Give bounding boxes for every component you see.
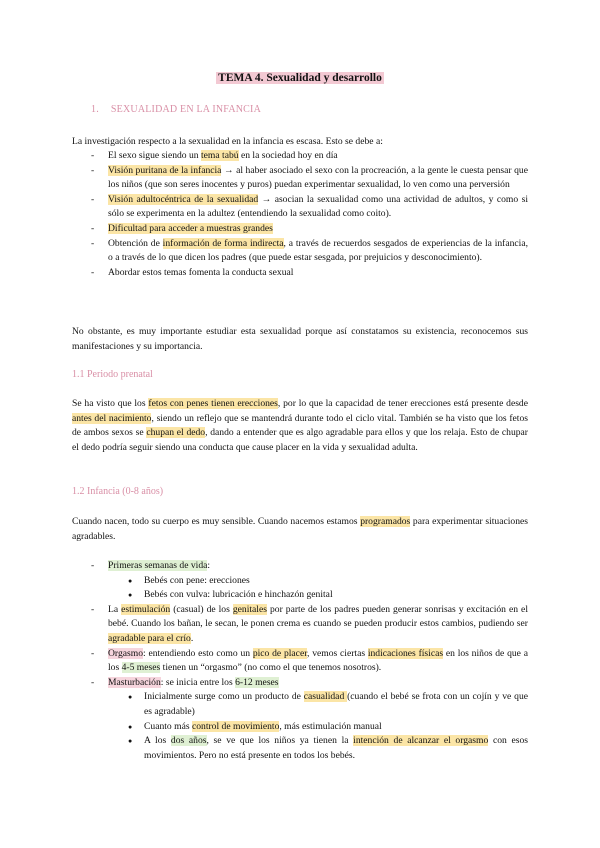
sub-list-item: ● Bebés con vulva: lubricación e hinchazón genital [108, 588, 528, 603]
list-item: - Obtención de información de forma indirecta, a través de recuerdos sesgados de experiencias de la infancia, o a través de lo que dicen los padres (que puede estar sesgada, por prejuicios y desconocimiento). [72, 237, 528, 266]
list-item: - La estimulación (casual) de los genitales por parte de los padres pueden generar sonrisas y excitación en el bebé. Cuando los bañan, le secan, le ponen crema es cuando se pueden producir estos cambios, pudiendo ser agradable para el crío. [72, 603, 528, 647]
prenatal-paragraph: Se ha visto que los fetos con penes tienen erecciones, por lo que la capacidad de tener erecciones está presente desde antes del nacimiento, siendo un reflejo que se mantendrá durante todo el ciclo vital. También se ha visto que los fetos de ambos sexos se chupan el dedo, dando a entender que es algo agradable para ellos y que los relaja. Esto de chupar el dedo podría seguir siendo una conducta que cause placer en la vida y sexualidad adulta. [72, 398, 529, 453]
section-heading-1-1: 1.1 Periodo prenatal [72, 369, 153, 380]
list-item: - Abordar estos temas fomenta la conducta sexual [72, 266, 528, 281]
sub-list-item: ● Cuanto más control de movimiento, más estimulación manual [108, 720, 528, 735]
list-item: - Visión adultocéntrica de la sexualidad → asocian la sexualidad como una actividad de adultos, y como si sólo se experimenta en la adultez (entendiendo la sexualidad como coito). [72, 193, 528, 222]
reasons-list [72, 149, 528, 280]
section-heading-1-2: 1.2 Infancia (0-8 años) [72, 486, 164, 497]
list-item: - Primeras semanas de vida: ● Bebés con pene: erecciones ● Bebés con vulva: lubricación e hinchazón genital [72, 559, 528, 603]
list-item: - Dificultad para acceder a muestras grandes [72, 222, 528, 237]
infancy-list [72, 559, 528, 763]
list-item: - El sexo sigue siendo un tema tabú en la sociedad hoy en día [72, 149, 528, 164]
list-item: - Orgasmo: entendiendo esto como un pico de placer, vemos ciertas indicaciones físicas en los niños de que a los 4-5 meses tienen un “orgasmo” (no como el que tenemos nosotros). [72, 647, 528, 676]
infancy-paragraph: Cuando nacen, todo su cuerpo es muy sensible. Cuando nacemos estamos programados para experimentar situaciones agradables. [72, 516, 528, 542]
intro-paragraph: La investigación respecto a la sexualidad en la infancia es escasa. Esto se debe a: [72, 136, 383, 147]
list-item: - Masturbación: se inicia entre los 6-12 meses ● Inicialmente surge como un producto de casualidad (cuando el bebé se frota con un cojín y ve que es agradable) ● Cuanto más control de movimiento, más estimulación manual ● A los dos años, se ve que los niños ya tienen la intención de alcanzar el orgasmo con esos movimientos. Pero no está presente en todos los bebés. [72, 676, 528, 764]
sub-list [108, 574, 528, 603]
sub-list [108, 690, 528, 763]
section-heading-1: 1. SEXUALIDAD EN LA INFANCIA [91, 104, 261, 115]
sub-list-item: ● Inicialmente surge como un producto de casualidad (cuando el bebé se frota con un cojín y ve que es agradable) [108, 690, 528, 719]
sub-list-item: ● A los dos años, se ve que los niños ya tienen la intención de alcanzar el orgasmo con esos movimientos. Pero no está presente en todos los bebés. [108, 734, 528, 763]
sub-list-item: ● Bebés con pene: erecciones [108, 574, 528, 589]
importance-paragraph: No obstante, es muy importante estudiar esta sexualidad porque así constatamos su existencia, reconocemos sus manifestaciones y su importancia. [72, 326, 528, 352]
page-title: TEMA 4. Sexualidad y desarrollo [218, 72, 382, 84]
list-item: - Visión puritana de la infancia → al haber asociado el sexo con la procreación, a la gente le cuesta pensar que los niños (que son seres inocentes y puros) puedan experimentar sexualidad, lo ven como una perversión [72, 164, 528, 193]
